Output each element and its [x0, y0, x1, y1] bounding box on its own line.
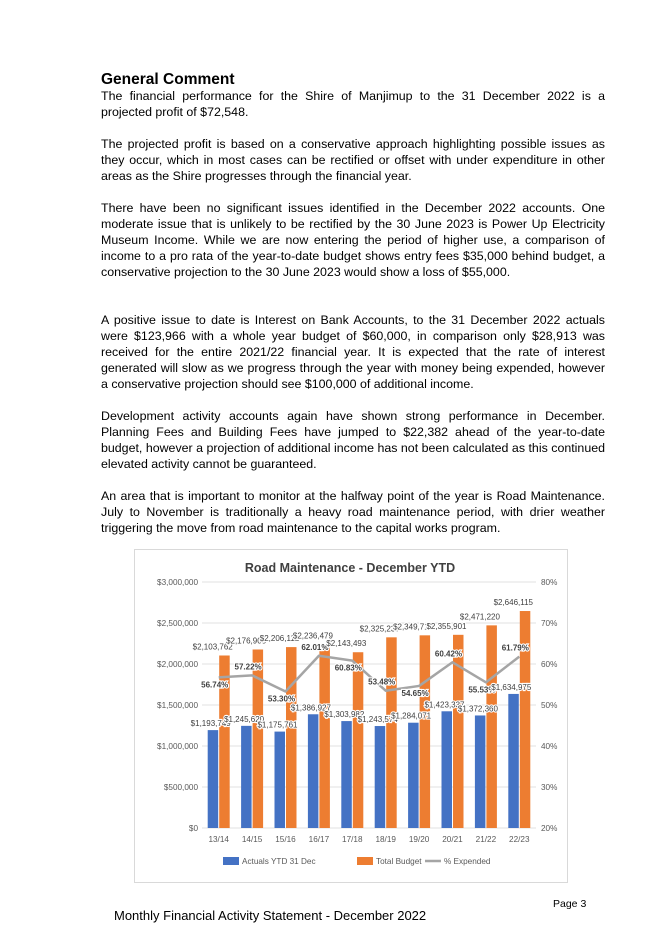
bar-actual — [508, 694, 519, 828]
data-label-budget: $2,143,493 — [326, 639, 367, 649]
bar-actual — [308, 714, 319, 828]
x-tick-label: 17/18 — [342, 835, 363, 844]
y-right-tick-label: 50% — [541, 701, 558, 710]
data-label-budget: $2,206,112 — [259, 634, 300, 644]
x-tick-label: 16/17 — [308, 835, 330, 844]
y-left-tick-label: $2,000,000 — [157, 660, 198, 669]
paragraph: There have been no significant issues identified in the December 2022 accounts. One moderate issue that is unlikely to be rectified by the 30 June 2023 is Power Up Electricity Museum Income. While we are now entering the period of higher use, a comparison of income to a pro rata of the year-to-date budget shows entry fees $35,000 behind budget, a conservative projection to the 30 June 2023 would show a loss of $55,000. — [101, 201, 605, 279]
y-left-tick-label: $3,000,000 — [157, 578, 198, 587]
y-right-tick-label: 70% — [541, 619, 558, 628]
paragraph: The projected profit is based on a conservative approach highlighting possible issues as they occur, which in most cases can be rectified or offset with under expenditure in other areas as the Shire progresses through the financial year. — [101, 137, 605, 183]
y-left-tick-label: $500,000 — [163, 783, 198, 792]
footer-title: Monthly Financial Activity Statement - December 2022 — [114, 908, 427, 923]
y-left-tick-label: $1,500,000 — [157, 701, 198, 710]
y-right-tick-label: 20% — [541, 824, 558, 833]
bar-budget — [286, 647, 297, 828]
legend-label: Actuals YTD 31 Dec — [242, 857, 316, 866]
bar-actual — [275, 732, 286, 828]
data-label-pct: 55.53% — [468, 685, 496, 695]
data-label-budget: $2,236,479 — [292, 631, 333, 641]
legend-swatch-budget — [357, 857, 373, 865]
x-tick-label: 13/14 — [208, 835, 229, 844]
bar-actual — [375, 726, 386, 828]
data-label-pct: 53.48% — [368, 677, 396, 687]
bar-budget — [386, 637, 397, 828]
paragraph: Development activity accounts again have shown strong performance in December. Planning Fees and Building Fees have jumped to $22,382 ahead of the year-to-date budget, however a projection of additional income has not been calculated as this continued elevated activity cannot be guaranteed. — [101, 409, 605, 471]
section-heading: General Comment — [101, 71, 235, 88]
legend-swatch-actual — [223, 857, 239, 865]
bar-actual — [241, 726, 252, 828]
bar-actual — [475, 715, 486, 828]
data-label-pct: 62.01% — [301, 642, 329, 652]
data-label-actual: $1,284,071 — [391, 711, 432, 721]
data-label-budget: $2,103,762 — [192, 642, 233, 652]
bar-actual — [408, 723, 419, 828]
data-label-budget: $2,646,115 — [493, 598, 534, 608]
data-label-pct: 56.74% — [201, 680, 229, 690]
x-tick-label: 15/16 — [275, 835, 296, 844]
data-label-actual: $1,243,574 — [357, 715, 398, 725]
data-label-actual: $1,193,749 — [190, 719, 231, 729]
bar-budget — [420, 635, 431, 828]
data-label-pct: 57.22% — [234, 662, 262, 672]
x-tick-label: 19/20 — [408, 835, 430, 844]
data-label-actual: $1,386,927 — [290, 703, 331, 713]
y-right-tick-label: 40% — [541, 742, 558, 751]
data-label-actual: $1,175,761 — [257, 720, 298, 730]
y-right-tick-label: 60% — [541, 660, 558, 669]
bar-budget — [486, 625, 497, 828]
legend-label: Total Budget — [376, 857, 422, 866]
bar-actual — [442, 711, 453, 828]
data-label-actual: $1,372,360 — [457, 704, 498, 714]
page-number: Page 3 — [553, 898, 587, 910]
chart-svg — [135, 550, 569, 884]
data-label-actual: $1,245,620 — [224, 714, 265, 724]
road-maintenance-chart — [134, 549, 568, 883]
y-left-tick-label: $2,500,000 — [157, 619, 198, 628]
data-label-budget: $2,349,710 — [393, 622, 434, 632]
data-label-budget: $2,471,220 — [459, 612, 500, 622]
data-label-budget: $2,325,237 — [359, 624, 400, 634]
paragraph: The financial performance for the Shire of Manjimup to the 31 December 2022 is a projected profit of $72,548. — [101, 89, 605, 119]
y-left-tick-label: $0 — [188, 824, 198, 833]
bar-actual — [341, 721, 352, 828]
data-label-actual: $1,303,982 — [324, 710, 365, 720]
x-tick-label: 18/19 — [375, 835, 396, 844]
data-label-pct: 60.42% — [434, 649, 463, 659]
x-tick-label: 20/21 — [442, 835, 463, 844]
data-label-actual: $1,423,337 — [424, 700, 465, 710]
y-right-tick-label: 30% — [541, 783, 558, 792]
bar-actual — [208, 730, 219, 828]
paragraph: A positive issue to date is Interest on Bank Accounts, to the 31 December 2022 actuals were $123,966 with a whole year budget of $60,000, in comparison only $28,913 was received for the entire 2021/22 financial year. It is expected that the rate of interest generated will slow as we progress through the year with money being expended, however a conservative projection should see $100,000 of additional income. — [101, 313, 605, 391]
y-left-tick-label: $1,000,000 — [157, 742, 198, 751]
x-tick-label: 22/23 — [509, 835, 530, 844]
x-tick-label: 14/15 — [241, 835, 263, 844]
data-label-pct: 61.79% — [501, 643, 529, 653]
paragraph: An area that is important to monitor at the halfway point of the year is Road Maintenance. July to November is traditionally a heavy road maintenance period, with drier weather triggering the move from road maintenance to the capital works program. — [101, 489, 605, 535]
x-tick-label: 21/22 — [475, 835, 497, 844]
bar-budget — [319, 645, 330, 828]
data-label-actual: $1,634,975 — [491, 682, 532, 692]
data-label-pct: 54.65% — [401, 688, 429, 698]
data-label-pct: 53.30% — [267, 694, 296, 704]
chart-title: Road Maintenance - December YTD — [244, 561, 456, 575]
data-label-pct: 60.83% — [334, 663, 362, 673]
data-label-budget: $2,355,901 — [426, 621, 467, 631]
data-label-budget: $2,176,908 — [226, 636, 267, 646]
legend-label: % Expended — [444, 857, 491, 866]
bar-budget — [353, 652, 364, 828]
y-right-tick-label: 80% — [541, 578, 558, 587]
